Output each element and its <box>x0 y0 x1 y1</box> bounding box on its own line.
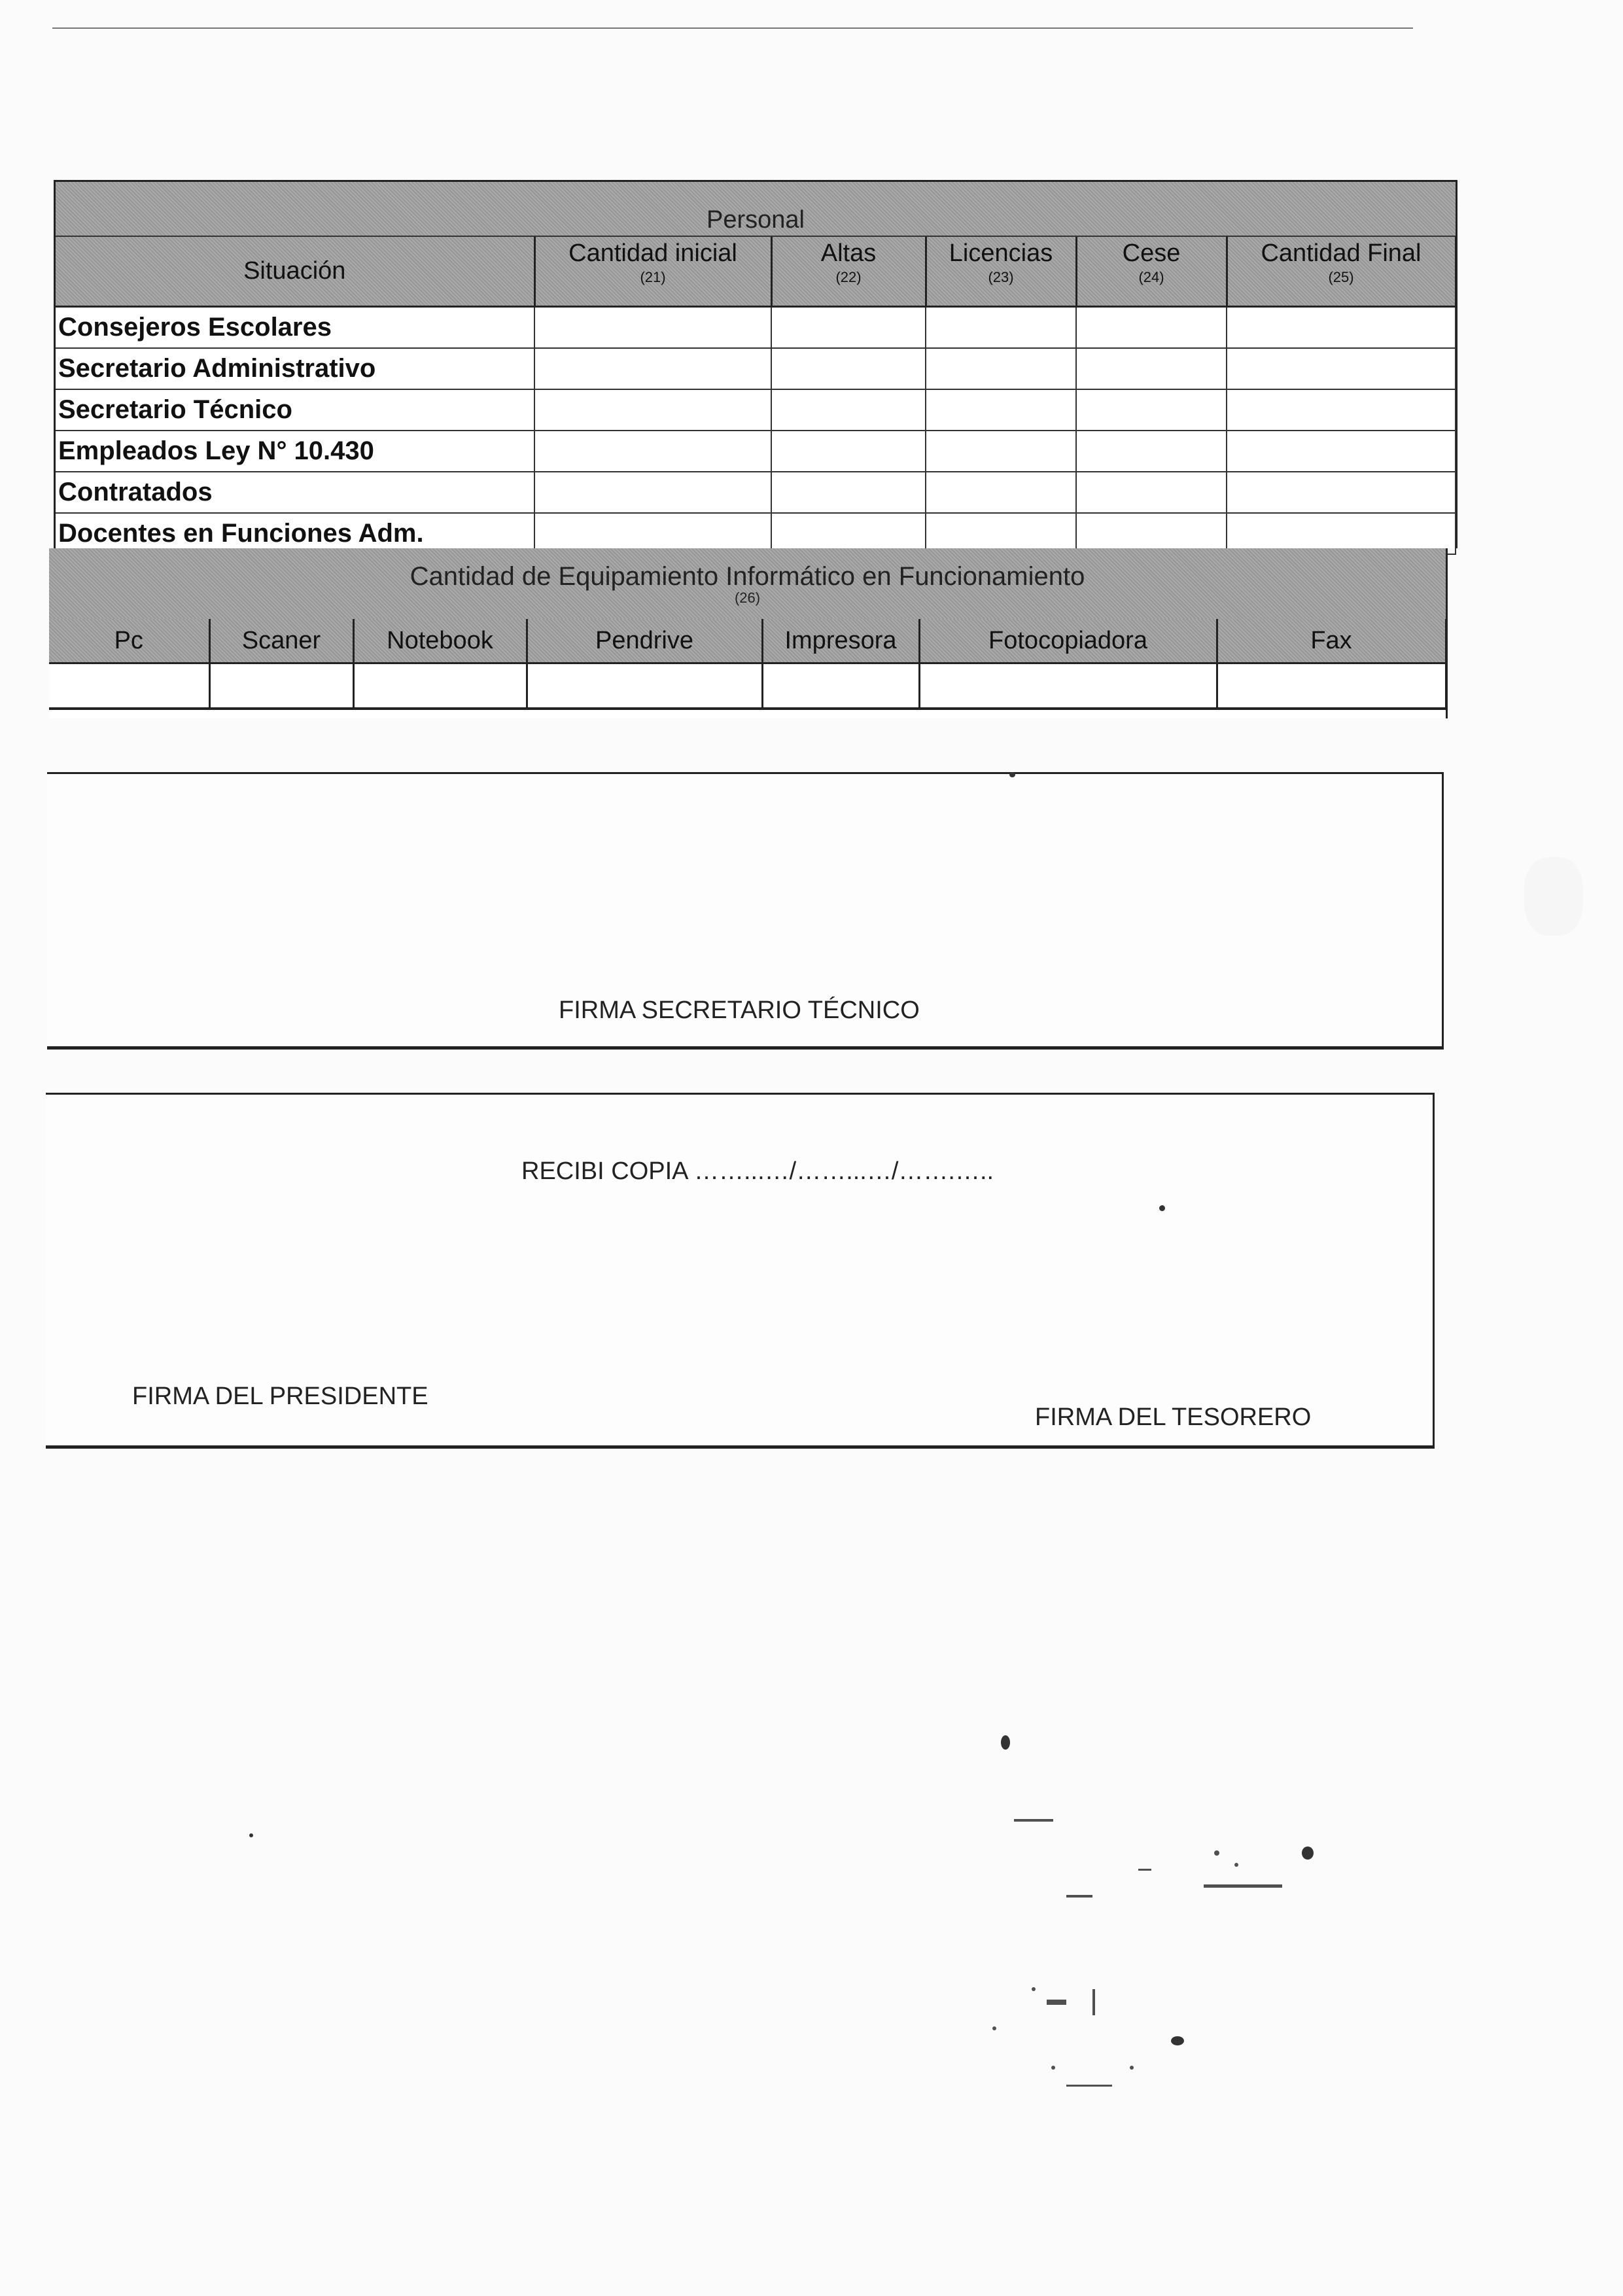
personal-title: Personal <box>56 182 1456 237</box>
personal-header-row <box>56 237 1456 307</box>
col-cese: Cese (24) <box>1076 237 1227 307</box>
table-row <box>56 348 1456 389</box>
col-notebook: Notebook <box>353 619 527 663</box>
cell[interactable] <box>1076 307 1227 349</box>
cell[interactable] <box>209 663 353 709</box>
firma-tesorero-label: FIRMA DEL TESORERO <box>1035 1404 1312 1431</box>
cell[interactable] <box>926 389 1076 431</box>
firma-presidente-label: FIRMA DEL PRESIDENTE <box>132 1383 428 1410</box>
row-label: Contratados <box>56 472 534 513</box>
row-label: Docentes en Funciones Adm. <box>56 513 534 554</box>
cell[interactable] <box>919 663 1217 709</box>
cell[interactable] <box>1076 348 1227 389</box>
cell[interactable] <box>49 663 209 709</box>
secretario-signature-box <box>47 772 1444 1050</box>
row-label: Secretario Técnico <box>56 389 534 431</box>
presidente-tesorero-signature-box <box>46 1093 1435 1449</box>
equipment-title: Cantidad de Equipamiento Informático en Funcionamiento (26) <box>49 548 1446 619</box>
col-situacion: Situación <box>56 237 534 307</box>
personal-grid <box>56 237 1457 555</box>
col-pendrive: Pendrive <box>527 619 762 663</box>
col-altas: Altas (22) <box>771 237 926 307</box>
cell[interactable] <box>771 307 926 349</box>
cell[interactable] <box>926 431 1076 472</box>
table-row <box>56 307 1456 349</box>
cell[interactable] <box>527 663 762 709</box>
table-row <box>56 431 1456 472</box>
col-licencias: Licencias (23) <box>926 237 1076 307</box>
equipment-table <box>49 548 1448 718</box>
firma-secretario-label: FIRMA SECRETARIO TÉCNICO <box>559 997 920 1024</box>
col-impresora: Impresora <box>762 619 919 663</box>
scan-speck <box>1159 1205 1165 1211</box>
cell[interactable] <box>1227 307 1456 349</box>
table-row <box>49 663 1446 709</box>
scan-speck <box>249 1833 253 1837</box>
cell[interactable] <box>926 307 1076 349</box>
col-pc: Pc <box>49 619 209 663</box>
cell[interactable] <box>1227 389 1456 431</box>
cell[interactable] <box>534 307 771 349</box>
equipment-header-row <box>49 619 1446 663</box>
row-label: Empleados Ley N° 10.430 <box>56 431 534 472</box>
cell[interactable] <box>771 348 926 389</box>
cell[interactable] <box>771 472 926 513</box>
cell[interactable] <box>1217 663 1446 709</box>
scan-smudge <box>1524 857 1583 936</box>
col-fotocopiadora: Fotocopiadora <box>919 619 1217 663</box>
cell[interactable] <box>1227 348 1456 389</box>
cell[interactable] <box>771 431 926 472</box>
top-scan-line <box>52 27 1413 29</box>
faded-stamp-marks <box>896 1701 1321 2107</box>
cell[interactable] <box>1076 431 1227 472</box>
cell[interactable] <box>1076 472 1227 513</box>
col-fax: Fax <box>1217 619 1446 663</box>
cell[interactable] <box>534 431 771 472</box>
cell[interactable] <box>926 472 1076 513</box>
cell[interactable] <box>762 663 919 709</box>
cell[interactable] <box>534 348 771 389</box>
equipment-grid <box>49 619 1447 710</box>
personal-table <box>54 180 1457 548</box>
cell[interactable] <box>1227 472 1456 513</box>
recibi-copia-label: RECIBI COPIA ……...…/……...…/…….….. <box>521 1157 994 1185</box>
cell[interactable] <box>534 389 771 431</box>
cell[interactable] <box>1227 431 1456 472</box>
row-label: Secretario Administrativo <box>56 348 534 389</box>
col-scaner: Scaner <box>209 619 353 663</box>
col-cantidad-inicial: Cantidad inicial (21) <box>534 237 771 307</box>
scan-speck <box>1009 772 1015 777</box>
table-row <box>56 389 1456 431</box>
table-row <box>56 472 1456 513</box>
cell[interactable] <box>1076 389 1227 431</box>
row-label: Consejeros Escolares <box>56 307 534 349</box>
cell[interactable] <box>771 389 926 431</box>
col-cantidad-final: Cantidad Final (25) <box>1227 237 1456 307</box>
cell[interactable] <box>534 472 771 513</box>
cell[interactable] <box>926 348 1076 389</box>
cell[interactable] <box>353 663 527 709</box>
